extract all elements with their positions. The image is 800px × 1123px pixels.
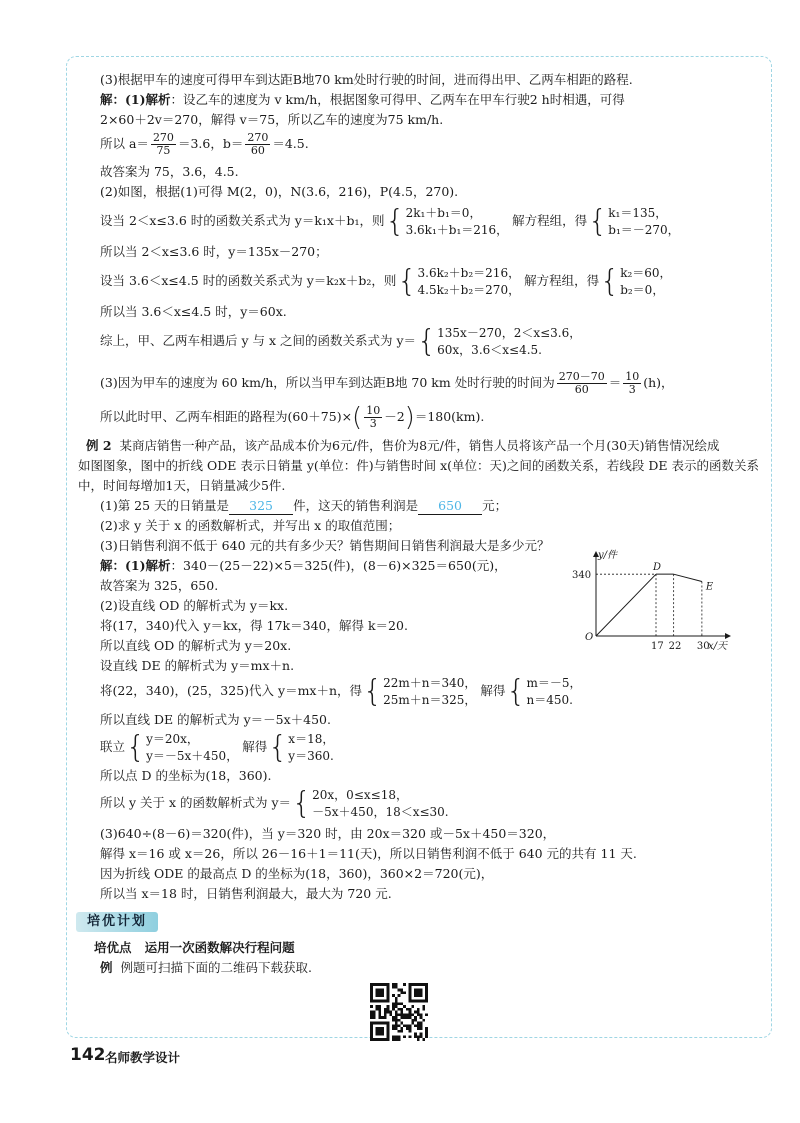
ex2-label: 例 2 <box>86 438 112 453</box>
ex2-join-solve: 解得 <box>242 739 268 754</box>
ex1-q3-statement: (3)根据甲车的速度可得甲车到达距B地70 km处时行驶的时间，进而得出甲、乙两车相距的路程. <box>100 72 633 87</box>
ex1-sol3-f2-num: 10 <box>625 370 640 383</box>
ex2-stmt1-text: 某商店销售一种产品，该产品成本价为6元/件，售价为8元/件，销售人员将该产品一个月(30天)销售情况绘成 <box>119 438 720 453</box>
ex2-s3-l3: 因为折线 ODE 的最高点 D 的坐标为(18，360)，360×2＝720(元)， <box>100 866 494 881</box>
ex1-dist-frac-den: 3 <box>369 417 377 430</box>
ex1-sol1-ab <box>100 130 309 158</box>
ex1-sys2-row1: 3.6k₂＋b₂＝216， <box>417 265 521 280</box>
training-ex-label: 例 <box>100 960 113 975</box>
ex1-sol3-f1-num: 270－70 <box>558 370 605 383</box>
x-axis-label: x/天 <box>708 641 728 652</box>
ex2-q1-pre: (1)第 25 天的日销量是 <box>100 498 230 513</box>
ex1-dist-frac-num: 10 <box>366 404 381 417</box>
ex1-sol2-conc1: 所以当 2＜x≤3.6 时，y＝135x－270； <box>100 244 328 259</box>
ex2-res-row1: m＝－5， <box>526 675 582 690</box>
ex2-analysis-label: (1)解析 <box>125 558 171 573</box>
ex1-b-fraction <box>245 132 270 157</box>
ex2-s3-l1: (3)640÷(8－6)＝320(件)，当 y＝320 时，由 20x＝320 或－5x＋450＝320， <box>100 826 556 841</box>
qr-code-icon[interactable] <box>370 983 428 1041</box>
ex2-s3-l2: 解得 x＝16 或 x＝26，所以 26－16＋1＝11(天)，所以日销售利润不低于 640 元的共有 11 天. <box>100 846 637 861</box>
ex1-res1: { k₁＝135， b₁＝－270， <box>588 203 680 239</box>
ex2-sys-row2: 25m＋n＝325， <box>383 692 477 707</box>
ex1-sol2-set1 <box>100 202 680 240</box>
ex2-sol1-answer: 故答案为 325，650. <box>100 578 219 593</box>
ex1-sol3-frac1 <box>557 371 607 396</box>
ex1-res2: { k₂＝60， b₂＝0， <box>600 263 672 299</box>
ex2-s2-l2: 将(17，340)代入 y＝kx，得 17k＝340，解得 k＝20. <box>100 618 408 633</box>
ex2-sys-row1: 22m＋n＝340， <box>383 675 477 690</box>
ex2-stmt3: 中，时间每增加1天，日销量减少5件. <box>78 478 286 493</box>
ex1-sol3-line2: 所以此时甲、乙两车相距的路程为(60＋75)×( $\frac{10}{3}$ －2)＝180(km). <box>100 402 485 433</box>
x-tick-label: 30 <box>696 641 710 652</box>
book-title: 名师教学设计 <box>105 1050 181 1065</box>
ex1-sol3-line1: (3)因为甲车的速度为 60 km/h，所以当甲车到达距B地 70 km 处时行驶的时间为 $\frac{270-70}{60}$ ＝ $\frac{10}{3}$ (h)， <box>100 370 674 396</box>
ex2-res-row2: n＝450. <box>526 692 573 707</box>
ex2-q1-post: 元； <box>482 498 508 513</box>
ex2-s2-l4: 设直线 DE 的解析式为 y＝mx＋n. <box>100 658 295 673</box>
ex2-join-label: 联立 <box>100 739 126 754</box>
solution-label: 解： <box>100 92 126 107</box>
series-segment <box>596 574 656 636</box>
ex1-sys2: { 3.6k₂＋b₂＝216， 4.5k₂＋b₂＝270， <box>397 263 521 299</box>
x-tick-label: 17 <box>651 641 664 652</box>
ex2-q3: (3)日销售利润不低于 640 元的共有多少天？销售期间日销售利润最大是多少元？ <box>100 538 550 553</box>
ex1-dist-pre: 所以此时甲、乙两车相距的路程为(60＋75)× <box>100 409 353 424</box>
ex2-join-row1: y＝20x， <box>146 731 199 746</box>
series-segment <box>674 574 702 581</box>
ex1-sol1-text: ：设乙车的速度为 v km/h，根据图象可得甲、乙两车在甲车行驶2 h时相遇，可得 <box>170 92 625 107</box>
ex1-sol3-f2-den: 3 <box>628 383 636 396</box>
ex1-b-post: ＝4.5. <box>272 136 309 151</box>
ex1-sys2-row2: 4.5k₂＋b₂＝270， <box>417 282 521 297</box>
ex1-solve2-text: 解方程组，得 <box>524 273 600 288</box>
ex1-ab-mid: ＝3.6，b＝ <box>177 136 244 151</box>
ex2-solve-text: 解得 <box>480 683 506 698</box>
ex1-piecewise: { 135x－270，2＜x≤3.6， 60x，3.6＜x≤4.5. <box>417 323 582 359</box>
ex1-sys1: { 2k₁＋b₁＝0， 3.6k₁＋b₁＝216， <box>385 203 509 239</box>
ex2-stmt1 <box>86 438 720 454</box>
x-tick-label: 22 <box>668 641 682 652</box>
ex2-func-pre: 所以 y 关于 x 的函数解析式为 y＝ <box>100 795 292 810</box>
ex2-q1-answer2: 650 <box>418 498 482 515</box>
point-label-D: D <box>653 562 662 574</box>
ex2-s2-l1: (2)设直线 OD 的解析式为 y＝kx. <box>100 598 289 613</box>
ex2-join <box>100 728 334 766</box>
ex2-func-row2: －5x＋450，18＜x≤30. <box>312 804 449 819</box>
analysis-label: (1)解析 <box>125 92 171 107</box>
ex1-solve1-text: 解方程组，得 <box>512 213 588 228</box>
ex2-q1 <box>100 498 507 515</box>
ex1-sol1-answer: 故答案为 75，3.6，4.5. <box>100 164 239 179</box>
ex1-sol1-eq: 2×60＋2v＝270，解得 v＝75，所以乙车的速度为75 km/h. <box>100 112 444 127</box>
ex2-func <box>100 784 449 822</box>
ex2-stmt2: 如图图象，图中的折线 ODE 表示日销量 y(单位：件)与销售时间 x(单位：天)之间的函数关系，若线段 DE 表示的函数关系 <box>78 458 760 473</box>
ex2-s2-l6: 所以直线 DE 的解析式为 y＝－5x＋450. <box>100 712 331 727</box>
ex2-res: { m＝－5， n＝450. <box>506 673 582 709</box>
ex2-solution-label: 解： <box>100 558 126 573</box>
page-number: 142 <box>70 1045 106 1065</box>
ex1-sol2-set2 <box>100 262 672 300</box>
training-point <box>94 940 295 956</box>
ex1-res2-row2: b₂＝0， <box>620 282 665 297</box>
ex1-res2-row1: k₂＝60， <box>620 265 672 280</box>
training-example <box>100 960 312 976</box>
ex2-sys: { 22m＋n＝340， 25m＋n＝325， <box>363 673 477 709</box>
ex2-func-row1: 20x，0≤x≤18， <box>312 787 408 802</box>
ex1-a-den: 75 <box>156 144 171 157</box>
ex1-a-fraction <box>151 132 176 157</box>
ex1-dist-result: ＝180(km). <box>414 409 485 424</box>
ex1-piece-row2: 60x，3.6＜x≤4.5. <box>437 342 542 357</box>
ex2-q1-answer1: 325 <box>229 498 293 515</box>
ex1-set2-text: 设当 3.6＜x≤4.5 时的函数关系式为 y＝k₂x＋b₂，则 <box>100 273 397 288</box>
ex1-a-prefix: 所以 a＝ <box>100 136 149 151</box>
ex2-join-row2: y＝－5x＋450， <box>146 748 239 763</box>
ex1-res1-row1: k₁＝135， <box>608 205 668 220</box>
ex2-join-res-row1: x＝18， <box>288 731 335 746</box>
y-tick-label: 340 <box>572 570 592 582</box>
ex1-sol3-text: (3)因为甲车的速度为 60 km/h，所以当甲车到达距B地 70 km 处时行驶的时间为 <box>100 375 555 390</box>
training-point-title: 运用一次函数解决行程问题 <box>144 940 295 955</box>
origin-label: O <box>585 632 594 643</box>
ex1-sol3-frac2 <box>623 371 641 396</box>
sales-line-chart <box>568 548 738 658</box>
ex1-piece-row1: 135x－270，2＜x≤3.6， <box>437 325 582 340</box>
ex2-func-piecewise: { 20x，0≤x≤18， －5x＋450，18＜x≤30. <box>292 785 449 821</box>
ex2-sol1 <box>100 558 507 574</box>
training-plan-banner: 培优计划 <box>76 912 158 932</box>
ex1-dist-post: －2 <box>384 409 405 424</box>
ex1-sys1-row1: 2k₁＋b₁＝0， <box>405 205 482 220</box>
ex1-res1-row2: b₁＝－270， <box>608 222 680 237</box>
ex1-a-num: 270 <box>152 131 174 144</box>
ex2-q2: (2)求 y 关于 x 的函数解析式，并写出 x 的取值范围； <box>100 518 401 533</box>
training-ex-text: 例题可扫描下面的二维码下载获取. <box>120 960 312 975</box>
ex2-join-sys: { y＝20x， y＝－5x＋450， <box>126 729 239 765</box>
ex1-b-num: 270 <box>247 131 269 144</box>
point-label-E: E <box>705 581 714 593</box>
ex1-dist-frac <box>364 405 382 430</box>
ex1-sol2-summary <box>100 322 581 360</box>
ex1-sol3-unit: (h)， <box>643 375 674 390</box>
ex1-summary-text: 综上，甲、乙两车相遇后 y 与 x 之间的函数关系式为 y＝ <box>100 333 417 348</box>
ex2-s2-l3: 所以直线 OD 的解析式为 y＝20x. <box>100 638 292 653</box>
ex1-sol3-f1-den: 60 <box>574 383 589 396</box>
ex1-set1-text: 设当 2＜x≤3.6 时的函数关系式为 y＝k₁x＋b₁，则 <box>100 213 385 228</box>
ex2-join-res-row2: y＝360. <box>288 748 334 763</box>
ex2-s2-l5 <box>100 672 582 710</box>
ex2-s3-l4: 所以当 x＝18 时，日销售利润最大，最大为 720 元. <box>100 886 392 901</box>
y-axis-label: y/件 <box>598 550 618 561</box>
ex2-s2-l7: 所以点 D 的坐标为(18，360). <box>100 768 272 783</box>
ex2-join-res: { x＝18， y＝360. <box>268 729 335 765</box>
ex1-sol2-intro: (2)如图，根据(1)可得 M(2，0)，N(3.6，216)，P(4.5，270). <box>100 184 459 199</box>
ex2-q1-mid: 件，这天的销售利润是 <box>293 498 419 513</box>
ex2-s2-l5-pre: 将(22，340)，(25，325)代入 y＝mx＋n，得 <box>100 683 363 698</box>
training-point-label: 培优点 <box>94 940 132 955</box>
ex1-sys1-row2: 3.6k₁＋b₁＝216， <box>405 222 509 237</box>
ex1-b-den: 60 <box>250 144 265 157</box>
ex2-sol1-text: ：340－(25－22)×5＝325(件)，(8－6)×325＝650(元)， <box>170 558 507 573</box>
ex1-sol1-line1 <box>100 92 625 108</box>
ex1-sol2-conc2: 所以当 3.6＜x≤4.5 时，y＝60x. <box>100 304 287 319</box>
